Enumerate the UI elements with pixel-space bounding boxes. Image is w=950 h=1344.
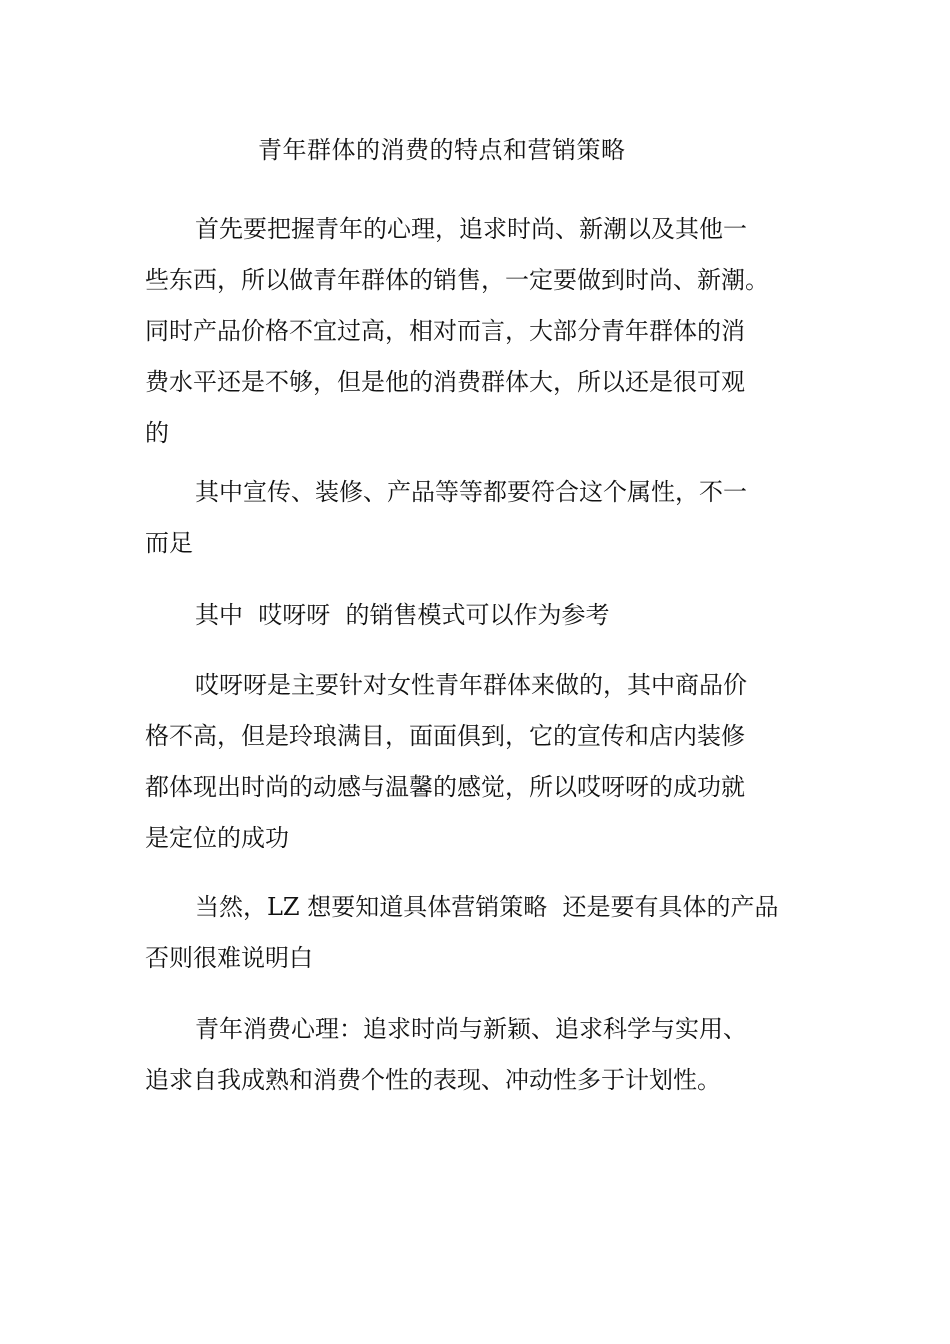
- paragraph-line: 哎呀呀是主要针对女性青年群体来做的，其中商品价: [195, 671, 747, 699]
- paragraph-line: 当然，LZ 想要知道具体营销策略 还是要有具体的产品: [195, 893, 779, 921]
- paragraph-line: 而足: [145, 529, 193, 557]
- paragraph-line: 些东西，所以做青年群体的销售，一定要做到时尚、新潮。: [145, 266, 769, 294]
- paragraph-1: [145, 204, 795, 459]
- paragraph-4: [145, 660, 795, 864]
- paragraph-line: 费水平还是不够，但是他的消费群体大，所以还是很可观: [145, 368, 745, 396]
- paragraph-line: 格不高，但是玲琅满目，面面俱到，它的宣传和店内装修: [145, 722, 745, 750]
- paragraph-2: [145, 467, 795, 569]
- paragraph-3: [145, 590, 795, 641]
- paragraph-line: 首先要把握青年的心理，追求时尚、新潮以及其他一: [195, 215, 747, 243]
- paragraph-5: [145, 882, 795, 984]
- paragraph-line: 是定位的成功: [145, 824, 289, 852]
- paragraph-line: 同时产品价格不宜过高，相对而言，大部分青年群体的消: [145, 317, 745, 345]
- paragraph-line: 都体现出时尚的动感与温馨的感觉，所以哎呀呀的成功就: [145, 773, 745, 801]
- paragraph-line: 其中 哎呀呀 的销售模式可以作为参考: [195, 601, 610, 629]
- paragraph-line: 青年消费心理：追求时尚与新颖、追求科学与实用、: [195, 1015, 747, 1043]
- paragraph-line: 否则很难说明白: [145, 944, 313, 972]
- paragraph-line: 其中宣传、装修、产品等等都要符合这个属性，不一: [195, 478, 747, 506]
- paragraph-line: 的: [145, 419, 169, 447]
- paragraph-line: 追求自我成熟和消费个性的表现、冲动性多于计划性。: [145, 1066, 721, 1094]
- paragraph-6: [145, 1004, 795, 1106]
- document-title: 青年群体的消费的特点和营销策略: [258, 136, 626, 164]
